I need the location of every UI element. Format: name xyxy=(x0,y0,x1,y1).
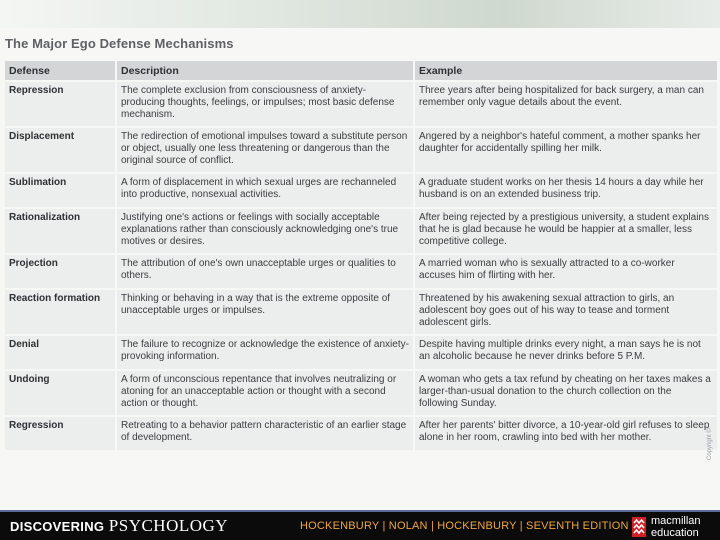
description-cell: A form of displacement in which sexual urges are rechanneled into productive, nonsexual activities. xyxy=(117,174,413,207)
table-row xyxy=(5,371,717,415)
description-cell: A form of unconscious repentance that involves neutralizing or atoning for an unacceptable action or thought with a second action or thought. xyxy=(117,371,413,415)
background-decoration xyxy=(0,0,720,30)
description-cell: Thinking or behaving in a way that is the extreme opposite of unacceptable urges or impulses. xyxy=(117,290,413,334)
defense-cell: Undoing xyxy=(5,371,115,415)
table-row xyxy=(5,128,717,172)
copyright-notice: Copyright © xyxy=(707,428,713,460)
header-description: Description xyxy=(117,61,413,80)
table-row xyxy=(5,82,717,126)
defense-cell: Repression xyxy=(5,82,115,126)
defense-cell: Rationalization xyxy=(5,209,115,253)
example-cell: Angered by a neighbor's hateful comment, a mother spanks her daughter for accidentally spilling her milk. xyxy=(415,128,717,172)
defense-cell: Projection xyxy=(5,255,115,288)
slide-title: The Major Ego Defense Mechanisms xyxy=(5,36,234,51)
example-cell: A graduate student works on her thesis 14 hours a day while her husband is on an extended business trip. xyxy=(415,174,717,207)
header-example: Example xyxy=(415,61,717,80)
description-cell: Retreating to a behavior pattern characteristic of an earlier stage of development. xyxy=(117,417,413,450)
example-cell: After her parents' bitter divorce, a 10-year-old girl refuses to sleep alone in her room, crawling into bed with her mother. xyxy=(415,417,717,450)
example-cell: Threatened by his awakening sexual attraction to girls, an adolescent boy goes out of his way to tease and torment adolescent girls. xyxy=(415,290,717,334)
example-cell: After being rejected by a prestigious university, a student explains that he is glad because he would be happier at a smaller, less competitive college. xyxy=(415,209,717,253)
table-row xyxy=(5,336,717,369)
example-cell: A woman who gets a tax refund by cheating on her taxes makes a larger-than-usual donation to the church collection on the following Sunday. xyxy=(415,371,717,415)
table-row xyxy=(5,174,717,207)
table-row xyxy=(5,209,717,253)
example-cell: Despite having multiple drinks every night, a man says he is not an alcoholic because he never drinks before 5 P.M. xyxy=(415,336,717,369)
defense-cell: Reaction formation xyxy=(5,290,115,334)
footer-bar xyxy=(0,510,720,540)
description-cell: The attribution of one's own unacceptable urges or qualities to others. xyxy=(117,255,413,288)
macmillan-logo-icon xyxy=(632,517,646,537)
table-row xyxy=(5,255,717,288)
description-cell: The complete exclusion from consciousness of anxiety-producing thoughts, feelings, or impulses; most basic defense mechanism. xyxy=(117,82,413,126)
description-cell: The redirection of emotional impulses toward a substitute person or object, usually one less threatening or dangerous than the original source of conflict. xyxy=(117,128,413,172)
defense-cell: Denial xyxy=(5,336,115,369)
book-title-light: PSYCHOLOGY xyxy=(108,516,229,535)
example-cell: Three years after being hospitalized for back surgery, a man can remember only vague details about the event. xyxy=(415,82,717,126)
defense-cell: Regression xyxy=(5,417,115,450)
description-cell: Justifying one's actions or feelings with socially acceptable explanations rather than consciously acknowledging one's true motives or desires. xyxy=(117,209,413,253)
defense-cell: Sublimation xyxy=(5,174,115,207)
publisher-line-2: education xyxy=(651,527,699,539)
defense-mechanisms-table xyxy=(3,59,719,452)
authors-edition: HOCKENBURY | NOLAN | HOCKENBURY | SEVENTH EDITION xyxy=(300,520,629,532)
example-cell: A married woman who is sexually attracted to a co-worker accuses him of flirting with her. xyxy=(415,255,717,288)
defense-cell: Displacement xyxy=(5,128,115,172)
publisher-name xyxy=(651,515,701,539)
table-row xyxy=(5,417,717,450)
book-title-bold: DISCOVERING xyxy=(10,519,105,534)
header-defense: Defense xyxy=(5,61,115,80)
table-row xyxy=(5,290,717,334)
book-title xyxy=(10,516,228,536)
description-cell: The failure to recognize or acknowledge the existence of anxiety-provoking information. xyxy=(117,336,413,369)
publisher-line-1: macmillan xyxy=(651,515,701,527)
table-header-row xyxy=(5,61,717,80)
